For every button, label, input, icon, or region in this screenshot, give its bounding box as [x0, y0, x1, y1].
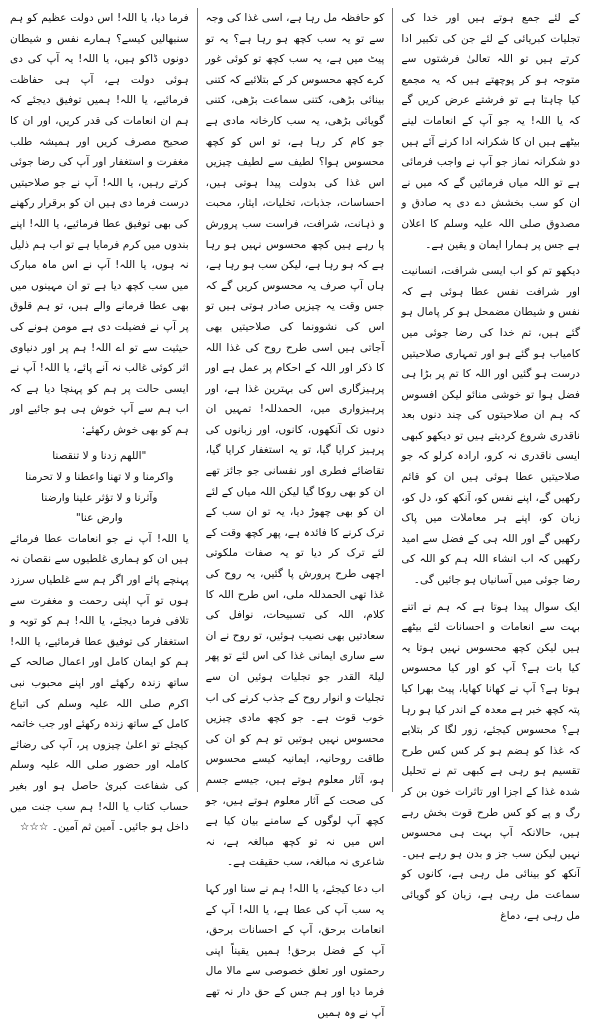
- column-divider: [197, 8, 198, 792]
- paragraph: کے لئے جمع ہوتے ہیں اور خدا کی تجلیات کبریائی کے لئے جن کی تکبیر ادا کرتے ہیں تو اللہ تعالیٰ فرشتوں سے متوجہ ہو کر پوچھتے ہیں کہ یہ مجمع کیا چاہتا ہے تو فرشتے عرض کریں گے کہ یا اللہ! یہ جو آپ کے انعامات لینے بیٹھے ہیں ان کا شکرانہ ادا کرنے آئے ہیں دو شکرانہ نماز جو آپ نے واجب فرمائی ہے تو اللہ میاں فرمائیں گے کہ میں نے ان کو سب بخشش دے دی یہ صادق و مصدوق صلی اللہ علیہ وسلم کا اعلان ہے جس پر ہمارا ایمان و یقین ہے۔: [401, 12, 580, 251]
- dua-line: وآثرنا و لا تؤثر علینا وارضنا: [41, 491, 158, 504]
- column-divider: [392, 8, 393, 792]
- dua-line: واکرمنا و لا تھنا واعطنا و لا تحرمنا: [25, 471, 174, 484]
- dua-line: وارض عنا": [75, 512, 123, 525]
- paragraph: دیکھو تم کو اب ایسی شرافت، انسانیت اور شرافت نفس عطا ہوئی ہے کہ نفس و شیطان مضمحل ہو کر پامال ہو گئے ہیں، تم خدا کی رضا جوئی میں کامیاب ہو گئے ہو اور تمہاری صلاحیتیں درست ہو گئیں اور اللہ کا تم پر بڑا ہی فضل ہوا تو خوشی منائو لیکن افسوس کہ ہم ان صلاحیتوں کی چند دنوں بعد ناقدری شروع کردیتے ہیں تو دیکھو کبھی ایسی ناقدری نہ کرو، ارادہ کرلو کہ جو صلاحیتیں عطا ہوئی ہیں ان کو قائم رکھیں گے، اپنے نفس کو، آنکھ کو، دل کو، زبان کو، اپنے ہر معاملات میں پاک رکھیں گے اور اللہ ہی کے فضل سے امید رکھیں کہ اب انشاء اللہ ہم کو اللہ کی رضا جوئی میں آسانیاں ہو جائیں گی۔: [401, 265, 580, 587]
- paragraph: ایک سوال پیدا ہوتا ہے کہ ہم نے اتنے بہت سے انعامات و احسانات لئے بیٹھے ہیں لیکن کچھ محسوس نہیں ہوتا یہ کیا بات ہے؟ آپ کو اور کیا محسوس ہوتا ہے؟ آپ نے کھانا کھایا، پیٹ بھرا کیا پتہ کچھ خبر ہے معدہ کے اندر کیا ہو رہا ہے؟ محسوس کیجئے، زور لگا کر بتلایے کہ غذا کو ہضم ہو کر کس کس طرح تقسیم ہو رہی ہے کبھی تم نے تحلیل شدہ غذا کے اجزا اور تاثرات خون بن کر رگ و پے کو کس طرح قوت بخش رہے ہیں، حالانکہ آپ بہت ہی محسوس نہیں لیکن سب جز و بدن ہو رہے ہیں۔ آنکھ کو بینائی مل رہی ہے، کانوں کو سماعت مل رہی ہے، زبان کو گویائی مل رہی ہے، دماغ: [401, 600, 580, 922]
- text-column-middle: [205, 8, 385, 1019]
- text-column-right: [401, 8, 580, 922]
- dua-block: [10, 446, 189, 528]
- paragraph: یا اللہ! آپ نے جو انعامات عطا فرمائے ہیں ان کو ہماری غلطیوں سے نقصان نہ پہنچے پائے اور اگر ہم سے غلطیاں سرزد ہوں تو آپ اپنی رحمت و مغفرت سے تلافی فرما دیجئے، یا اللہ! ہم کو توبہ و استغفار کی توفیق عطا فرمائیے، یا اللہ! ہم کو ایمان کامل اور اعمال صالحہ کے ساتھ زندہ رکھئے اور اپنے محبوب نبی اکرم صلی اللہ علیہ وسلم کی اتباع کامل کے ساتھ زندہ رکھئے اور جب خاتمہ کیجئے تو اعلیٰ چیزوں پر، آپ کی رضائے کاملہ اور حضور صلی اللہ علیہ وسلم کی شفاعت کبریٰ حاصل ہو اور بغیر حساب کتاب یا اللہ! ہم سب جنت میں داخل ہو جائیں۔ آمین ثم آمین۔ ☆☆☆: [9, 532, 189, 834]
- paragraph: فرما دیا، یا اللہ! اس دولت عظیم کو ہم سنبھالیں کیسے؟ ہمارے نفس و شیطان دونوں ڈاکو ہیں، یا اللہ! یہ آپ کی دی ہوئی دولت ہے، آپ ہی حفاظت فرمائیے، یا اللہ! ہمیں توفیق دیجئے کہ ہم ان انعامات کی قدر کریں، اور ان کا صحیح مصرف کریں اور ہمیشہ طلب مغفرت و استغفار اور آپ کی رضا جوئی کرتے رہیں، یا اللہ! آپ نے جو صلاحیتیں درست فرما دی ہیں ان کو برقرار رکھنے کی بھی توفیق عطا فرمائیے، یا اللہ! اپنے بندوں میں کرم فرمایا ہے تو اب ہم ذلیل نہ ہوں، یا اللہ! آپ نے اس ماہ مبارک میں سب کچھ دیا ہے تو ان مہینوں میں بھی عطا فرمانے والے ہیں، تو ہم قلوق پر آپ نے فضیلت دی ہے مومن ہونے کی حیثیت سے تو اے اللہ! ہم پر اور دنیاوی اثر کوئی غالب نہ آنے پائے، یا اللہ! آپ نے ایسی حالت پر ہم کو پہنچا دیا ہے کہ اب ہم سے آپ خوش ہی ہو جائیے اور ہم کو بھی خوش رکھئے:: [9, 12, 189, 436]
- paragraph: اب دعا کیجئے، یا اللہ! ہم نے سنا اور کہا یہ سب آپ کی عطا ہے، یا اللہ! آپ کے انعامات برحق، آپ کے احسانات برحق، آپ کے فضل برحق! ہمیں یقیناً اپنی رحمتوں اور تعلق خصوصی سے مالا مال فرما دیا اور ہم جس کے حق دار نہ تھے آپ نے وہ ہمیں: [205, 882, 385, 1019]
- dua-line: "اللھم زدنا و لا تنقصنا: [52, 450, 147, 463]
- paragraph: کو حافظہ مل رہا ہے، اسی غذا کی وجہ سے تو یہ سب کچھ ہو رہا ہے؟ یہ تو پیٹ میں ہے، یہ سب کچھ تو کوئی غور کرے کچھ محسوس کر کے بتلائیے کہ کتنی بینائی بڑھی، کتنی سماعت بڑھی، کتنی گویائی بڑھی، یہ سب کارخانہ مادی ہے جو کام کر رہا ہے، تو اس کو کچھ محسوس ہوا؟ لطیف سے لطیف چیزیں اس غذا کی بدولت پیدا ہوتی ہیں، احساسات، جذبات، تخلیات، ایثار، محبت و ذہانت، شرافت، فراست سب پرورش پا رہے ہیں کچھ محسوس نہیں ہو رہا ہے کہ ہو رہا ہے، لیکن سب ہو رہا ہے، ہاں آپ صرف یہ محسوس کریں گے کہ جس وقت یہ چیزیں صادر ہوتی ہیں تو اس کی نشوونما کی صلاحیتیں بھی آجاتی ہیں اسی طرح روح کی غذا اللہ کا ذکر اور اللہ کے احکام پر عمل ہے اور پرہیزگاری اس کی بہترین غذا ہے، اور پرہیزواری میں، الحمدللہ! تمہیں ان دنوں تک آنکھوں، کانوں، اور زبانوں کی پرہیز کرایا گیا، تو یہ استغفار کرایا گیا، تقاضائے فطری اور نفسانی جو جائز تھے ان کو بھی روکا گیا لیکن اللہ میاں کے لئے ان کو بھی چھوڑ دیا، یہ تو ان سب کے ترک کرنے کا فائدہ ہے، پھر کچھ وقت کے لئے ترک کر دیا تو یہ صفات ملکوتی اچھی طرح پرورش پا گئیں، یہ روح کی غذا تھی الحمدللہ ملی، اس طرح اللہ کا کلام، اللہ کی تسبیحات، نوافل کی سعادتیں بھی نصیب ہوئیں، تو روح نے ان سے ساری ایمانی غذا کی اس لئے تو پھر لیلۃ القدر جو تجلیات ہوئیں ان سے تجلیات و انوار روح کے جذب کرنے کی اب خوب قوت ہے۔ جو کچھ مادی چیزیں محسوس نہیں ہوتیں تو ہم کو ان کی طاقت روحانیہ، ایمانیہ کیسے محسوس ہو، آثار معلوم ہوتے ہیں، جیسے جسم کی صحت کے آثار معلوم ہوتے ہیں، جو کچھ آپ لوگوں کے سامنے بیان کیا ہے اس میں نہ تو کچھ مبالغہ ہے، نہ شاعری نہ مبالغہ، سب حقیقت ہے۔: [205, 12, 385, 869]
- text-column-left: [9, 8, 189, 834]
